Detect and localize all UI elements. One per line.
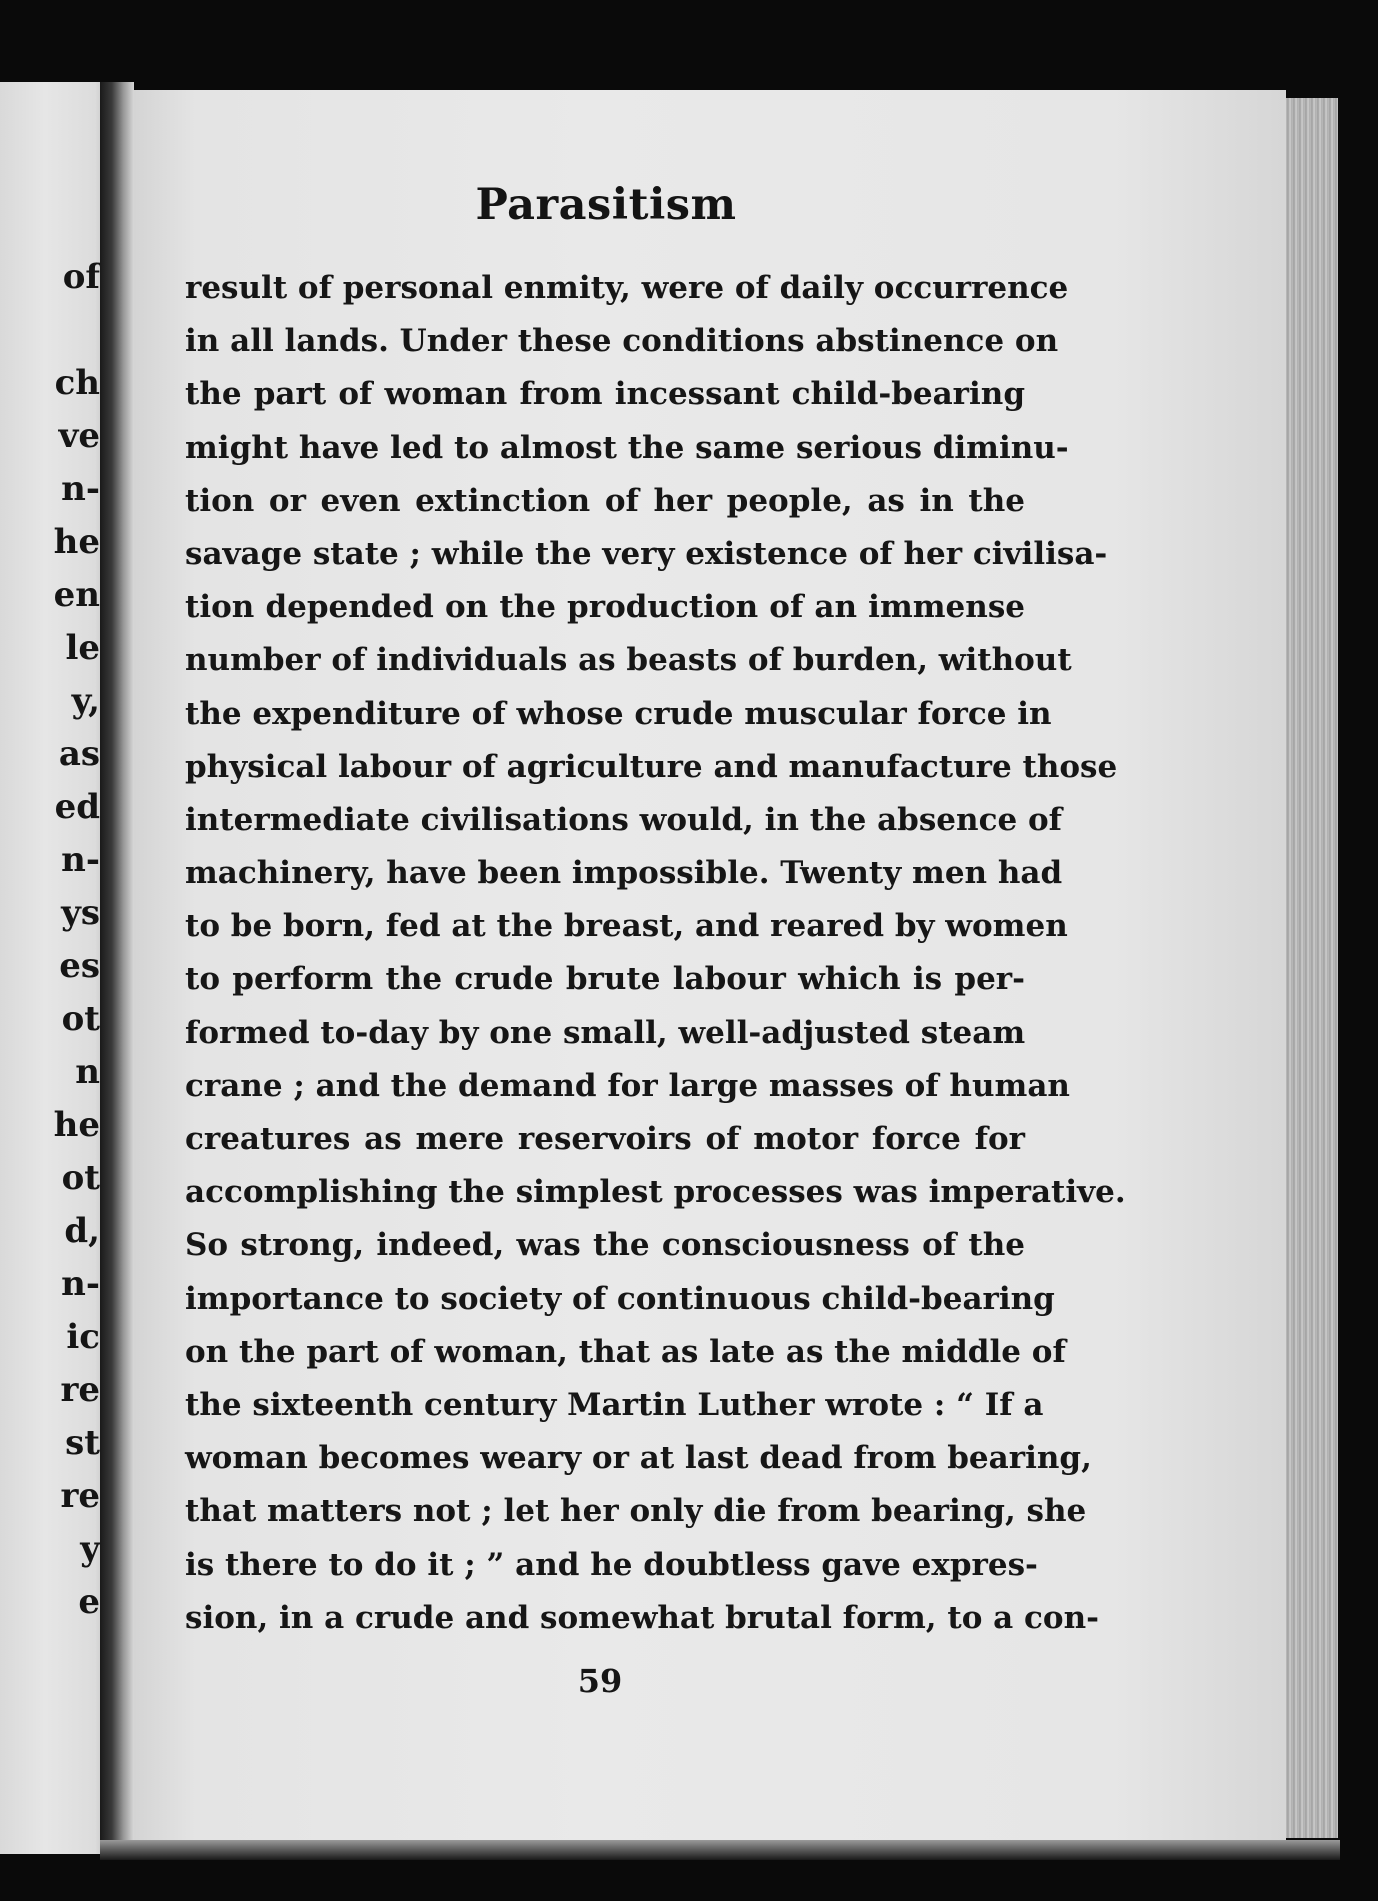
text-line: on the part of woman, that as late as the middle of <box>185 1333 1066 1370</box>
fragment: re <box>60 1476 100 1516</box>
body-text <box>185 262 1126 1645</box>
text-line: accomplishing the simplest processes was imperative. <box>185 1174 1126 1211</box>
text-line: the expenditure of whose crude muscular force in <box>185 695 1052 732</box>
text-line: intermediate civilisations would, in the absence of <box>185 801 1062 838</box>
text-line: importance to society of continuous child-bearing <box>185 1280 1055 1317</box>
text-line: the part of woman from incessant child-bearing <box>185 376 1025 413</box>
fragment: ys <box>61 893 100 933</box>
fragment: ed <box>54 787 100 827</box>
text-line: number of individuals as beasts of burden, without <box>185 642 1072 679</box>
fragment: ot <box>61 1158 100 1198</box>
fragment: n- <box>61 1264 100 1304</box>
text-line: is there to do it ; ” and he doubtless gave expres- <box>185 1546 1038 1583</box>
fragment: es <box>59 946 100 986</box>
page-edges <box>1286 98 1338 1838</box>
text-line: sion, in a crude and somewhat brutal form, to a con- <box>185 1599 1100 1636</box>
text-line: in all lands. Under these conditions abstinence on <box>185 323 1059 360</box>
fragment: n- <box>61 840 100 880</box>
fragment: ch <box>54 363 100 403</box>
text-line: might have led to almost the same serious diminu- <box>185 429 1069 466</box>
fragment: en <box>53 575 100 615</box>
text-line: tion depended on the production of an immense <box>185 589 1025 626</box>
running-head: Parasitism <box>475 180 737 230</box>
text-line: woman becomes weary or at last dead from bearing, <box>185 1440 1092 1477</box>
text-line: crane ; and the demand for large masses of human <box>185 1067 1070 1104</box>
text-line: formed to-day by one small, well-adjusted steam <box>185 1014 1026 1051</box>
fragment: n- <box>61 469 100 509</box>
fragment: he <box>53 1105 100 1145</box>
page-number: 59 <box>577 1662 623 1700</box>
text-line: So strong, indeed, was the consciousness of the <box>185 1227 1025 1264</box>
text-line: the sixteenth century Martin Luther wrote : “ If a <box>185 1386 1044 1423</box>
text-line: savage state ; while the very existence of her civilisa- <box>185 535 1108 572</box>
bottom-shadow <box>100 1840 1340 1860</box>
fragment: ve <box>58 416 100 456</box>
fragment: he <box>53 522 100 562</box>
fragment: y <box>80 1529 100 1569</box>
text-line: creatures as mere reservoirs of motor force for <box>185 1121 1025 1157</box>
text-line: machinery, have been impossible. Twenty men had <box>185 855 1063 892</box>
fragment: d, <box>64 1211 100 1251</box>
fragment: as <box>58 734 100 774</box>
fragment: n <box>75 1052 100 1092</box>
fragment: ot <box>61 999 100 1039</box>
text-line: to be born, fed at the breast, and reared by women <box>185 908 1068 945</box>
text-line: physical labour of agriculture and manufacture those <box>185 748 1118 785</box>
fragment: le <box>65 628 100 668</box>
fragment: y, <box>71 681 100 721</box>
previous-page-fragment <box>0 82 112 1854</box>
text-line: that matters not ; let her only die from bearing, she <box>185 1493 1087 1530</box>
text-line: result of personal enmity, were of daily occurrence <box>185 270 1069 306</box>
spine-gutter <box>100 82 134 1854</box>
fragment: ic <box>66 1317 100 1357</box>
fragment: e <box>78 1582 100 1622</box>
text-line: tion or even extinction of her people, as in the <box>185 482 1025 519</box>
fragment: re <box>60 1370 100 1410</box>
text-line: to perform the crude brute labour which is per- <box>185 961 1025 998</box>
fragment: st <box>65 1423 100 1463</box>
fragment: of <box>62 257 100 297</box>
